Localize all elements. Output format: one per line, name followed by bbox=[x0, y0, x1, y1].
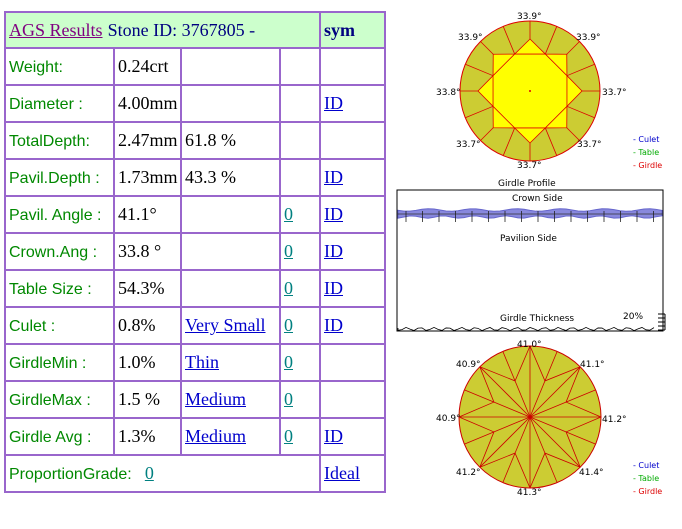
ideal-link[interactable]: Ideal bbox=[324, 463, 360, 483]
crown-angle-top: 33.9° bbox=[517, 12, 542, 22]
pav-angle-right: 41.2° bbox=[602, 415, 627, 425]
row-pavil-depth bbox=[5, 159, 385, 196]
row-girdle-max bbox=[5, 381, 385, 418]
sym-header: sym bbox=[324, 19, 355, 40]
total-depth-label: TotalDepth: bbox=[9, 132, 90, 150]
diameter-id-link[interactable]: ID bbox=[324, 93, 343, 113]
girdle-max-grade-link[interactable]: 0 bbox=[284, 389, 293, 409]
girdle-max-label: GirdleMax : bbox=[9, 391, 91, 409]
pavil-depth-pct: 43.3 % bbox=[185, 167, 236, 187]
crown-angle-left: 33.8° bbox=[436, 88, 461, 98]
row-proportion-grade bbox=[5, 455, 385, 492]
legend-table-bottom: - Table bbox=[633, 474, 660, 483]
total-depth-pct: 61.8 % bbox=[185, 130, 236, 150]
row-girdle-avg bbox=[5, 418, 385, 455]
diameter-value: 4.00mm bbox=[118, 93, 178, 113]
row-weight bbox=[5, 48, 385, 85]
table-size-label: Table Size : bbox=[9, 280, 92, 298]
crown-angle-id-link[interactable]: ID bbox=[324, 241, 343, 261]
girdle-avg-value: 1.3% bbox=[118, 426, 156, 446]
girdle-profile-title: Girdle Profile bbox=[498, 179, 556, 189]
legend-girdle: - Girdle bbox=[633, 161, 663, 170]
diameter-label: Diameter : bbox=[9, 95, 83, 113]
pavil-depth-value: 1.73mm bbox=[118, 167, 178, 187]
culet-grade-link[interactable]: 0 bbox=[284, 315, 293, 335]
pav-angle-left: 40.9° bbox=[436, 414, 461, 424]
girdle-max-value: 1.5 % bbox=[118, 389, 160, 409]
girdle-min-label: GirdleMin : bbox=[9, 354, 87, 372]
row-table-size bbox=[5, 270, 385, 307]
crown-diagram bbox=[398, 6, 682, 178]
crown-angle-grade-link[interactable]: 0 bbox=[284, 241, 293, 261]
stone-id: Stone ID: 3767805 - bbox=[107, 19, 256, 40]
crown-angle-bottom-left: 33.7° bbox=[456, 140, 481, 150]
crown-angle-label: Crown.Ang : bbox=[9, 243, 98, 261]
culet-dot bbox=[529, 90, 531, 92]
proportion-grade-label: ProportionGrade: bbox=[9, 466, 132, 483]
table-size-value: 54.3% bbox=[118, 278, 165, 298]
weight-value: 0.24crt bbox=[118, 56, 169, 76]
pavilion-side-label: Pavilion Side bbox=[500, 234, 557, 244]
legend-culet: - Culet bbox=[633, 135, 660, 144]
culet-desc-link[interactable]: Very Small bbox=[185, 315, 266, 335]
girdle-avg-id-link[interactable]: ID bbox=[324, 426, 343, 446]
table-size-grade-link[interactable]: 0 bbox=[284, 278, 293, 298]
pavil-angle-id-link[interactable]: ID bbox=[324, 204, 343, 224]
row-diameter bbox=[5, 85, 385, 122]
crown-angle-value: 33.8 ° bbox=[118, 241, 162, 261]
girdle-profile bbox=[396, 176, 682, 338]
pav-angle-bottom-right: 41.4° bbox=[579, 468, 604, 478]
pav-angle-top-left: 40.9° bbox=[456, 360, 481, 370]
pav-angle-top: 41.0° bbox=[517, 340, 542, 350]
row-pavil-angle bbox=[5, 196, 385, 233]
crown-angle-bottom-right: 33.7° bbox=[577, 140, 602, 150]
culet-label: Culet : bbox=[9, 317, 56, 335]
pavil-depth-id-link[interactable]: ID bbox=[324, 167, 343, 187]
pav-angle-bottom-left: 41.2° bbox=[456, 468, 481, 478]
row-crown-angle bbox=[5, 233, 385, 270]
row-girdle-min bbox=[5, 344, 385, 381]
crown-angle-bottom: 33.7° bbox=[517, 161, 542, 171]
proportion-grade-link[interactable]: 0 bbox=[144, 463, 154, 483]
weight-label: Weight: bbox=[9, 58, 63, 76]
legend-table: - Table bbox=[633, 148, 660, 157]
crown-angle-top-right: 33.9° bbox=[576, 33, 601, 43]
culet-value: 0.8% bbox=[118, 315, 156, 335]
legend-culet-bottom: - Culet bbox=[633, 461, 660, 470]
thickness-scale-icon bbox=[658, 314, 665, 330]
girdle-thickness-pct: 20% bbox=[623, 312, 644, 322]
girdle-max-desc-link[interactable]: Medium bbox=[185, 389, 246, 409]
girdle-avg-label: Girdle Avg : bbox=[9, 428, 92, 446]
girdle-min-value: 1.0% bbox=[118, 352, 156, 372]
girdle-min-grade-link[interactable]: 0 bbox=[284, 352, 293, 372]
culet-id-link[interactable]: ID bbox=[324, 315, 343, 335]
pavil-angle-grade-link[interactable]: 0 bbox=[284, 204, 293, 224]
pavil-angle-label: Pavil. Angle : bbox=[9, 206, 102, 224]
header-row bbox=[5, 12, 385, 48]
girdle-min-desc-link[interactable]: Thin bbox=[185, 352, 219, 372]
row-total-depth bbox=[5, 122, 385, 159]
results-title: AGS Results bbox=[9, 19, 103, 40]
girdle-thickness-label: Girdle Thickness bbox=[500, 314, 575, 324]
table-size-id-link[interactable]: ID bbox=[324, 278, 343, 298]
girdle-avg-desc-link[interactable]: Medium bbox=[185, 426, 246, 446]
crown-side-label: Crown Side bbox=[512, 194, 563, 204]
crown-angle-top-left: 33.9° bbox=[458, 33, 483, 43]
girdle-avg-grade-link[interactable]: 0 bbox=[284, 426, 293, 446]
row-culet bbox=[5, 307, 385, 344]
girdle-band bbox=[398, 209, 662, 218]
pav-angle-bottom: 41.3° bbox=[517, 488, 542, 498]
total-depth-value: 2.47mm bbox=[118, 130, 178, 150]
crown-angle-right: 33.7° bbox=[602, 88, 627, 98]
pavil-angle-value: 41.1° bbox=[118, 204, 157, 224]
pav-angle-top-right: 41.1° bbox=[580, 360, 605, 370]
pavil-depth-label: Pavil.Depth : bbox=[9, 169, 100, 187]
legend-girdle-bottom: - Girdle bbox=[633, 487, 663, 496]
results-table bbox=[4, 11, 386, 493]
pavilion-diagram bbox=[398, 336, 682, 500]
thickness-wave bbox=[398, 327, 654, 330]
